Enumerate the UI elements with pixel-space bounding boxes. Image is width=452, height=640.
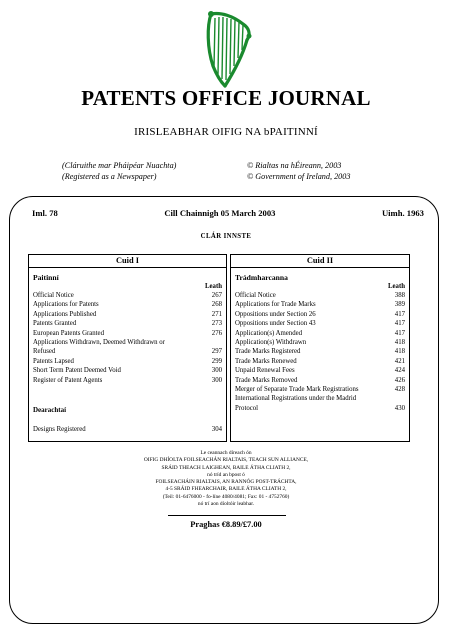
publication-info bbox=[0, 450, 452, 508]
list-item-page: 389 bbox=[394, 301, 405, 309]
list-item-page: 424 bbox=[394, 367, 405, 375]
list-item bbox=[29, 357, 226, 366]
list-item-page: 421 bbox=[394, 357, 405, 365]
list-item-page: 418 bbox=[394, 339, 405, 347]
part1-rows bbox=[29, 291, 226, 385]
list-item-page: 299 bbox=[211, 357, 222, 365]
list-item-label: Applications Published bbox=[33, 310, 97, 318]
publication-line: OIFIG DHÍOLTA FOILSEACHÁN RIALTAIS, TEACH SUN ALLIANCE, bbox=[143, 457, 309, 464]
part1-section2-title: Dearachtaí bbox=[33, 406, 67, 414]
list-item-label: European Patents Granted bbox=[33, 329, 104, 337]
list-item-label: Designs Registered bbox=[33, 426, 86, 433]
part1-page-column-header: Leath bbox=[205, 283, 222, 290]
list-item-label: Trade Marks Removed bbox=[235, 376, 298, 384]
list-item-page: 428 bbox=[394, 386, 405, 394]
contents-heading: CLÁR INNSTE bbox=[200, 233, 252, 240]
list-item-page: 268 bbox=[211, 301, 222, 309]
list-item-label: Official Notice bbox=[33, 292, 74, 299]
list-item-page: 267 bbox=[211, 292, 222, 299]
list-item-label: Protocol bbox=[235, 404, 259, 412]
volume-number: Iml. 78 bbox=[32, 208, 58, 218]
part1-header: Cuid I bbox=[29, 255, 226, 268]
list-item-page: 300 bbox=[211, 376, 222, 384]
part2-section-title: Trádmharcanna bbox=[235, 273, 288, 282]
list-item-label: Application(s) Withdrawn bbox=[235, 339, 307, 347]
list-item bbox=[29, 319, 226, 328]
list-item bbox=[29, 291, 226, 300]
list-item-label: Unpaid Renewal Fees bbox=[235, 367, 295, 375]
copyright-english: © Government of Ireland, 2003 bbox=[247, 172, 351, 181]
list-item-label: Oppositions under Section 26 bbox=[235, 310, 316, 318]
list-item bbox=[231, 376, 409, 385]
list-item-page: 417 bbox=[394, 310, 405, 318]
list-item bbox=[231, 319, 409, 328]
list-item-page: 273 bbox=[211, 320, 222, 328]
list-item-label: Official Notice bbox=[235, 292, 276, 299]
list-item bbox=[29, 376, 226, 385]
list-item-label: Applications for Patents bbox=[33, 301, 99, 309]
list-item-label: Trade Marks Renewed bbox=[235, 357, 297, 365]
list-item-label: Merger of Separate Trade Mark Registrations bbox=[235, 386, 359, 394]
divider bbox=[168, 515, 286, 516]
registration-left bbox=[62, 160, 176, 182]
list-item-page: 426 bbox=[394, 376, 405, 384]
list-item bbox=[231, 394, 409, 403]
part2-rows bbox=[231, 291, 409, 413]
harp-icon bbox=[199, 8, 257, 90]
list-item bbox=[29, 310, 226, 319]
registration-irish: (Cláruithe mar Pháipéar Nuachta) bbox=[62, 161, 177, 170]
issue-number: Uimh. 1963 bbox=[381, 208, 424, 218]
list-item bbox=[231, 310, 409, 319]
registration-english: (Registered as a Newspaper) bbox=[62, 172, 157, 181]
part1-box bbox=[28, 254, 227, 442]
list-item-page: 430 bbox=[394, 404, 405, 412]
list-item-label: Oppositions under Section 43 bbox=[235, 320, 316, 328]
list-item bbox=[29, 338, 226, 347]
list-item-page: 417 bbox=[394, 329, 405, 337]
page-subtitle: IRISLEABHAR OIFIG NA bPAITINNÍ bbox=[134, 126, 318, 138]
list-item-label: International Registrations under the Madrid bbox=[235, 395, 357, 403]
list-item-label: Trade Marks Registered bbox=[235, 348, 301, 356]
list-item bbox=[231, 329, 409, 338]
copyright-irish: © Rialtas na hÉireann, 2003 bbox=[247, 161, 342, 170]
list-item bbox=[29, 300, 226, 309]
list-item-label: Short Term Patent Deemed Void bbox=[33, 367, 121, 375]
publication-line: FOILSEACHÁIN RIALTAIS, AN RANNÓG POST-TRÁCHTA, bbox=[155, 479, 297, 486]
part2-page-column-header: Leath bbox=[388, 283, 405, 290]
publication-line: nó tríd an bpost ó bbox=[207, 471, 245, 478]
publication-line: 4-5 SRÁID FHEARCHAIR, BAILE ÁTHA CLIATH 2, bbox=[165, 486, 287, 493]
list-item bbox=[231, 347, 409, 356]
list-item-page: 388 bbox=[394, 292, 405, 299]
price: Praghas €8.89/£7.00 bbox=[190, 520, 262, 529]
part2-header: Cuid II bbox=[231, 255, 409, 268]
issue-line bbox=[32, 208, 424, 218]
list-item bbox=[29, 366, 226, 375]
list-item-label: Applications Withdrawn, Deemed Withdrawn or bbox=[33, 339, 165, 347]
publication-line: Le ceannach díreach ón bbox=[200, 450, 252, 456]
page-title: PATENTS OFFICE JOURNAL bbox=[81, 86, 371, 110]
list-item-label: Applications for Trade Marks bbox=[235, 301, 316, 309]
part1-section-title: Paitinní bbox=[33, 273, 59, 282]
list-item-page: 417 bbox=[394, 320, 405, 328]
list-item-page: 297 bbox=[211, 348, 222, 356]
list-item-label: Patents Granted bbox=[33, 320, 77, 328]
list-item-page: 300 bbox=[211, 367, 222, 375]
list-item bbox=[231, 338, 409, 347]
list-item bbox=[29, 347, 226, 356]
list-item-label: Application(s) Amended bbox=[235, 329, 303, 337]
list-item bbox=[29, 425, 226, 434]
copyright-block bbox=[247, 160, 350, 182]
place-date: Cill Chainnigh 05 March 2003 bbox=[164, 208, 276, 218]
list-item bbox=[231, 357, 409, 366]
publication-line: (Teil: 01-6476000 - fo-líne 4080/4081; Fax: 01 - 4752760) bbox=[162, 493, 290, 500]
list-item bbox=[231, 300, 409, 309]
list-item-label: Patents Lapsed bbox=[33, 357, 74, 365]
list-item-page: 276 bbox=[211, 329, 222, 337]
list-item bbox=[231, 291, 409, 300]
list-item bbox=[231, 385, 409, 394]
list-item bbox=[29, 329, 226, 338]
part2-box bbox=[230, 254, 410, 442]
list-item bbox=[231, 366, 409, 375]
list-item-label: Refused bbox=[33, 348, 56, 356]
publication-line: nó trí aon díoltóir leabhar. bbox=[197, 501, 255, 508]
list-item-page: 418 bbox=[394, 348, 405, 356]
list-item-label: Register of Patent Agents bbox=[33, 376, 103, 384]
list-item-page: 271 bbox=[211, 310, 222, 318]
list-item-page: 304 bbox=[211, 426, 222, 433]
list-item bbox=[231, 404, 409, 413]
publication-line: SRÁID THEACH LAIGHEAN, BAILE ÁTHA CLIATH 2, bbox=[161, 464, 291, 471]
